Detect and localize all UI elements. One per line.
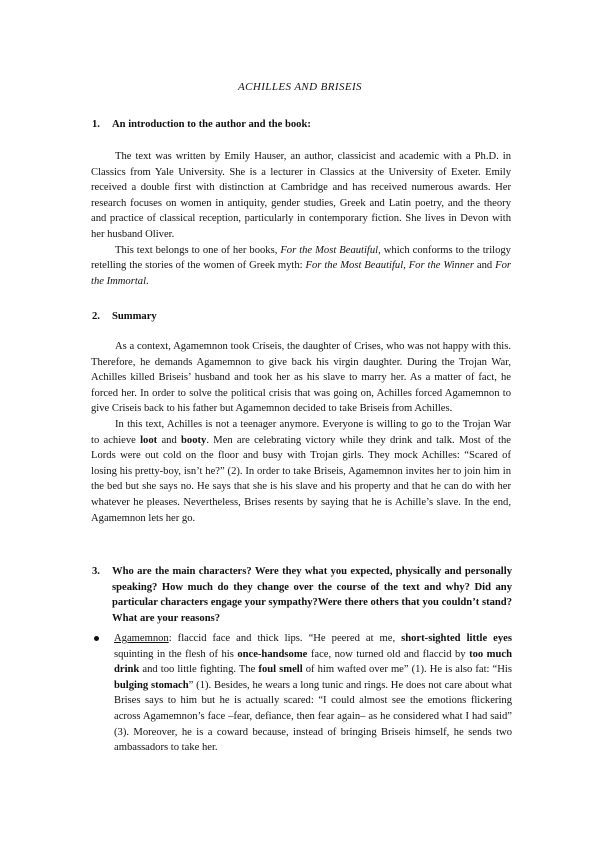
section-3-heading: [92, 564, 512, 626]
text-run: of him wafted over me” (1). He is also fat: “His: [302, 664, 512, 676]
section-1-number: 1.: [92, 119, 100, 130]
text-run: .: [146, 275, 149, 287]
section-2-title: Summary: [112, 311, 157, 322]
section-1-paragraph-2: [91, 243, 511, 290]
text-run: squinting in the flesh of his: [114, 648, 238, 660]
book-titles: For the Most Beautiful, For the Winner: [305, 260, 474, 272]
text-run: This text belongs to one of her books,: [115, 244, 281, 256]
section-1-heading: [92, 117, 512, 133]
book-title: For the Immortal: [91, 260, 511, 287]
text-run: In this text, Achilles is not a teenager anymore. Everyone is willing to go to the Trojan War to achieve: [91, 418, 511, 446]
bold-term: foul smell: [258, 664, 303, 676]
section-2-paragraph-1: As a context, Agamemnon took Criseis, the daughter of Crises, who was not happy with this. Therefore, he demands Agamemnon to give back his virgin daughter. During the Trojan War, Achilles killed Briseis’ husband and took her as his slave to marry her. As a matter of fact, he forced her. In order to solve the political crisis that was going on, Achilles forced Agamemnon to give Criseis back to his father but Agamemnon decided to take Briseis from Achilles.: [91, 341, 511, 415]
text-run: , which conforms to the trilogy retelling the stories of the women of Greek myth:: [91, 244, 511, 272]
bold-term: loot: [140, 434, 158, 446]
text-run: ” (1). Besides, he wears a long tunic and rings. He does not care about what Brises says to him but he is actually scared: “I could almost see the emotions flickering across Agamemnon’s face –fear, defiance, then fear again– as he considered what I had said” (3). Moreover, he is a coward because, instead of bringing Briseis himself, he sends two ambassadors to take her.: [114, 679, 512, 754]
section-1-title: An introduction to the author and the book:: [112, 119, 311, 130]
section-2-paragraph-2: [91, 417, 511, 526]
section-3-title: Who are the main characters? Were they what you expected, physically and personally speaking? How much do they change over the course of the text and why? Did any particular characters engage your sympathy?Were there others that you couldn’t stand? What are your reasons?: [112, 566, 512, 624]
document-title: ACHILLES AND BRISEIS: [238, 81, 362, 93]
text-run: : flaccid face and thick lips. “He peered at me,: [168, 633, 402, 644]
character-name: Agamemnon: [114, 633, 169, 644]
section-2-heading: [92, 309, 512, 325]
bullet-icon: [94, 636, 99, 641]
section-1-body: [91, 149, 511, 289]
section-1-paragraph-1: The text was written by Emily Hauser, an author, classicist and academic with a Ph.D. in Classics from Yale University. She is a lecturer in Classics at the University of Exeter. Emily received a double first with distinction at Cambridge and has received numerous awards. Her research focuses on women in antiquity, gender studies, Greek and Latin poetry, and the theory and practice of classical reception, particularly in contemporary fiction. She lives in Devon with her husband Oliver.: [91, 151, 511, 240]
text-run: and: [157, 434, 182, 446]
character-bullet-agamemnon: [92, 631, 512, 756]
bold-term: bulging stomach: [114, 679, 189, 691]
text-run: and: [473, 260, 496, 272]
text-run: . Men are celebrating victory while they drink and talk. Most of the Lords were out cold on the floor and busy with Trojan girls. They mock Achilles: “Scared of losing his pretty-boy, isn’t he?” (2). In order to take Briseis, Agamemnon invites her to join him in the bed but she says no. He says that she is his slave and his property and that he can do with her whatever he pleases. Nevertheless, Brises resents by saying that he is Achille’s slave. In the end, Agamemnon lets her go.: [91, 434, 512, 524]
section-2-number: 2.: [92, 311, 100, 322]
text-run: face, now turned old and flaccid by: [307, 648, 470, 660]
section-2-body: [91, 339, 511, 526]
book-title: For the Most Beautiful: [280, 244, 379, 256]
section-3-number: 3.: [92, 566, 100, 577]
bold-term: booty: [181, 434, 207, 446]
text-run: and too little fighting. The: [139, 664, 259, 676]
bold-term: too much drink: [114, 648, 512, 676]
bold-term: short-sighted little eyes: [401, 633, 512, 644]
bold-term: once-handsome: [237, 648, 308, 660]
